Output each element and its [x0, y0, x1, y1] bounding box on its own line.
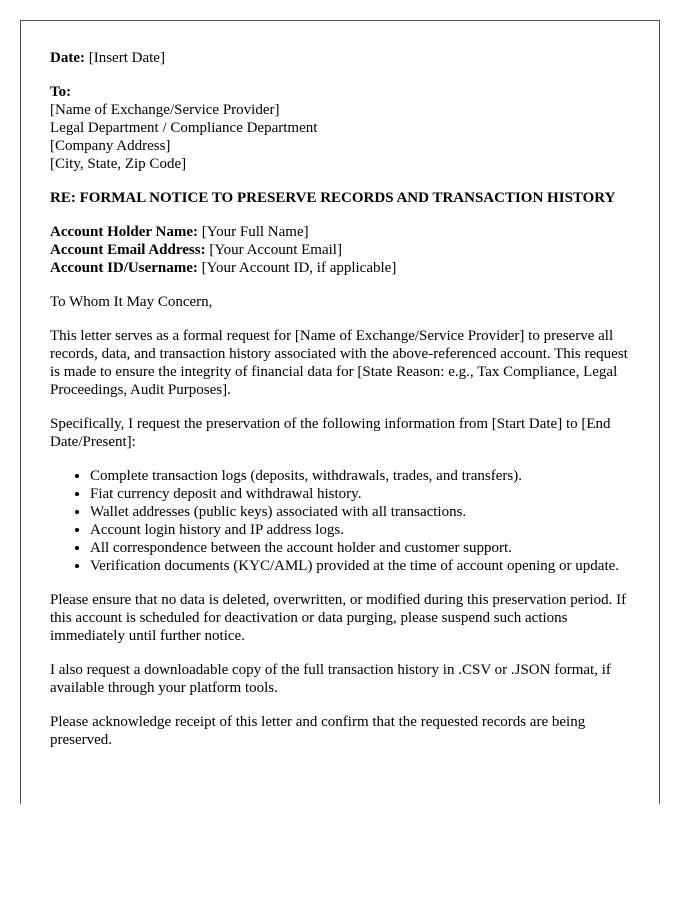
account-holder-line [50, 223, 640, 241]
paragraph-request: This letter serves as a formal request for [Name of Exchange/Service Provider] to preserve all records, data, and transaction history associated with the above-referenced account. This request is made to ensure the integrity of financial data for [State Reason: e.g., Tax Compliance, Legal Proceedings, Audit Purposes]. [50, 328, 628, 398]
recipient-department: Legal Department / Compliance Department [50, 120, 318, 136]
list-item: • Fiat currency deposit and withdrawal history. [90, 485, 640, 503]
account-email-value: [Your Account Email] [209, 242, 342, 258]
recipient-block [50, 83, 640, 173]
letter-page [20, 20, 660, 804]
account-holder-value: [Your Full Name] [201, 224, 309, 240]
recipient-city: [City, State, Zip Code] [50, 156, 187, 172]
paragraph-download-copy: I also request a downloadable copy of the full transaction history in .CSV or .JSON format, if available through your platform tools. [50, 662, 611, 696]
paragraph-no-deletion: Please ensure that no data is deleted, overwritten, or modified during this preservation period. If this account is scheduled for deactivation or data purging, please suspend such actions immediately until further notice. [50, 592, 627, 644]
list-item: • Complete transaction logs (deposits, withdrawals, trades, and transfers). [90, 467, 640, 485]
to-label: To: [50, 84, 72, 100]
account-email-line [50, 241, 640, 259]
account-email-label: Account Email Address: [50, 242, 206, 258]
recipient-address: [Company Address] [50, 138, 171, 154]
account-details [50, 223, 640, 277]
account-id-value: [Your Account ID, if applicable] [201, 260, 397, 276]
date-line [50, 49, 640, 67]
account-id-label: Account ID/Username: [50, 260, 198, 276]
paragraph-specifics: Specifically, I request the preservation of the following information from [Start Date] to [End Date/Present]: [50, 416, 611, 450]
salutation: To Whom It May Concern, [50, 294, 213, 310]
date-value: [Insert Date] [88, 50, 165, 66]
list-item: • All correspondence between the account holder and customer support. [90, 539, 640, 557]
date-label: Date: [50, 50, 85, 66]
recipient-name: [Name of Exchange/Service Provider] [50, 102, 280, 118]
list-item: • Account login history and IP address logs. [90, 521, 640, 539]
preservation-list [50, 467, 640, 575]
letter-body [50, 49, 640, 765]
subject-line: RE: FORMAL NOTICE TO PRESERVE RECORDS AND TRANSACTION HISTORY [50, 190, 616, 206]
list-item: • Wallet addresses (public keys) associated with all transactions. [90, 503, 640, 521]
paragraph-acknowledge: Please acknowledge receipt of this letter and confirm that the requested records are being preserved. [50, 714, 586, 748]
list-item: • Verification documents (KYC/AML) provided at the time of account opening or update. [90, 557, 640, 575]
account-holder-label: Account Holder Name: [50, 224, 199, 240]
account-id-line [50, 259, 640, 277]
